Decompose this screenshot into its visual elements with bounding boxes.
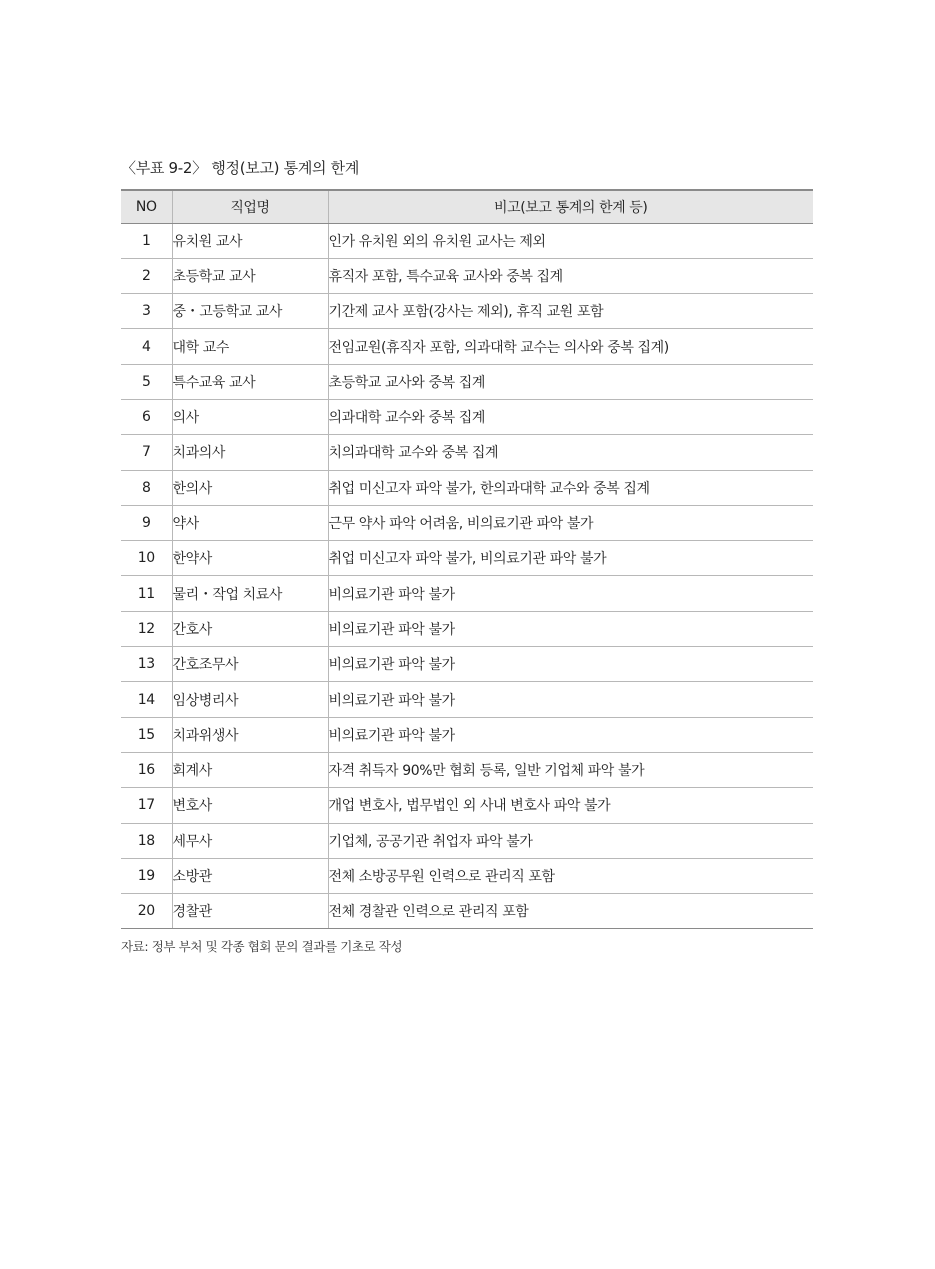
row-note: 비의료기관 파악 불가 [328,576,813,611]
table-header-row [121,190,813,223]
row-job: 특수교육 교사 [172,364,328,399]
row-no: 18 [121,823,172,858]
row-job: 치과의사 [172,435,328,470]
source-note: 자료: 정부 부처 및 각종 협회 문의 결과를 기초로 작성 [121,939,403,954]
row-no: 8 [121,470,172,505]
row-no: 20 [121,894,172,929]
table-row [121,788,813,823]
row-job: 한약사 [172,541,328,576]
table-row [121,364,813,399]
row-no: 9 [121,505,172,540]
row-job: 의사 [172,399,328,434]
row-job: 회계사 [172,752,328,787]
row-job: 중・고등학교 교사 [172,294,328,329]
row-note: 비의료기관 파악 불가 [328,647,813,682]
job-statistics-table [121,189,813,929]
row-job: 한의사 [172,470,328,505]
row-job: 초등학교 교사 [172,258,328,293]
row-no: 14 [121,682,172,717]
table-row [121,682,813,717]
row-no: 13 [121,647,172,682]
row-note: 전임교원(휴직자 포함, 의과대학 교수는 의사와 중복 집계) [328,329,813,364]
row-note: 근무 약사 파악 어려움, 비의료기관 파악 불가 [328,505,813,540]
row-job: 임상병리사 [172,682,328,717]
row-job: 세무사 [172,823,328,858]
row-job: 소방관 [172,858,328,893]
row-no: 4 [121,329,172,364]
row-job: 유치원 교사 [172,223,328,258]
row-note: 개업 변호사, 법무법인 외 사내 변호사 파악 불가 [328,788,813,823]
row-no: 3 [121,294,172,329]
row-note: 비의료기관 파악 불가 [328,717,813,752]
row-note: 취업 미신고자 파악 불가, 한의과대학 교수와 중복 집계 [328,470,813,505]
row-job: 대학 교수 [172,329,328,364]
table-row [121,752,813,787]
row-note: 초등학교 교사와 중복 집계 [328,364,813,399]
table-row [121,894,813,929]
row-no: 7 [121,435,172,470]
row-note: 기업체, 공공기관 취업자 파악 불가 [328,823,813,858]
row-note: 휴직자 포함, 특수교육 교사와 중복 집계 [328,258,813,293]
row-no: 17 [121,788,172,823]
table-row [121,858,813,893]
table-row [121,541,813,576]
row-job: 치과위생사 [172,717,328,752]
table-row [121,823,813,858]
row-no: 12 [121,611,172,646]
row-note: 자격 취득자 90%만 협회 등록, 일반 기업체 파악 불가 [328,752,813,787]
table-row [121,294,813,329]
row-no: 2 [121,258,172,293]
row-no: 15 [121,717,172,752]
row-note: 인가 유치원 외의 유치원 교사는 제외 [328,223,813,258]
row-no: 19 [121,858,172,893]
table-caption: 〈부표 9-2〉 행정(보고) 통계의 한계 [121,159,360,177]
row-note: 치의과대학 교수와 중복 집계 [328,435,813,470]
row-no: 6 [121,399,172,434]
table-row [121,505,813,540]
row-job: 경찰관 [172,894,328,929]
header-job: 직업명 [172,190,328,223]
table-row [121,470,813,505]
row-no: 1 [121,223,172,258]
table-row [121,435,813,470]
table-row [121,647,813,682]
table-row [121,611,813,646]
row-job: 변호사 [172,788,328,823]
row-note: 기간제 교사 포함(강사는 제외), 휴직 교원 포함 [328,294,813,329]
row-job: 물리・작업 치료사 [172,576,328,611]
row-note: 의과대학 교수와 중복 집계 [328,399,813,434]
header-no: NO [121,190,172,223]
row-no: 16 [121,752,172,787]
row-no: 5 [121,364,172,399]
table-row [121,258,813,293]
row-note: 취업 미신고자 파악 불가, 비의료기관 파악 불가 [328,541,813,576]
row-note: 비의료기관 파악 불가 [328,682,813,717]
row-note: 전체 경찰관 인력으로 관리직 포함 [328,894,813,929]
row-note: 전체 소방공무원 인력으로 관리직 포함 [328,858,813,893]
row-no: 10 [121,541,172,576]
table-row [121,399,813,434]
table-row [121,329,813,364]
row-job: 간호조무사 [172,647,328,682]
row-note: 비의료기관 파악 불가 [328,611,813,646]
table-row [121,576,813,611]
header-note: 비고(보고 통계의 한계 등) [328,190,813,223]
row-job: 약사 [172,505,328,540]
row-job: 간호사 [172,611,328,646]
table-row [121,717,813,752]
table-row [121,223,813,258]
row-no: 11 [121,576,172,611]
